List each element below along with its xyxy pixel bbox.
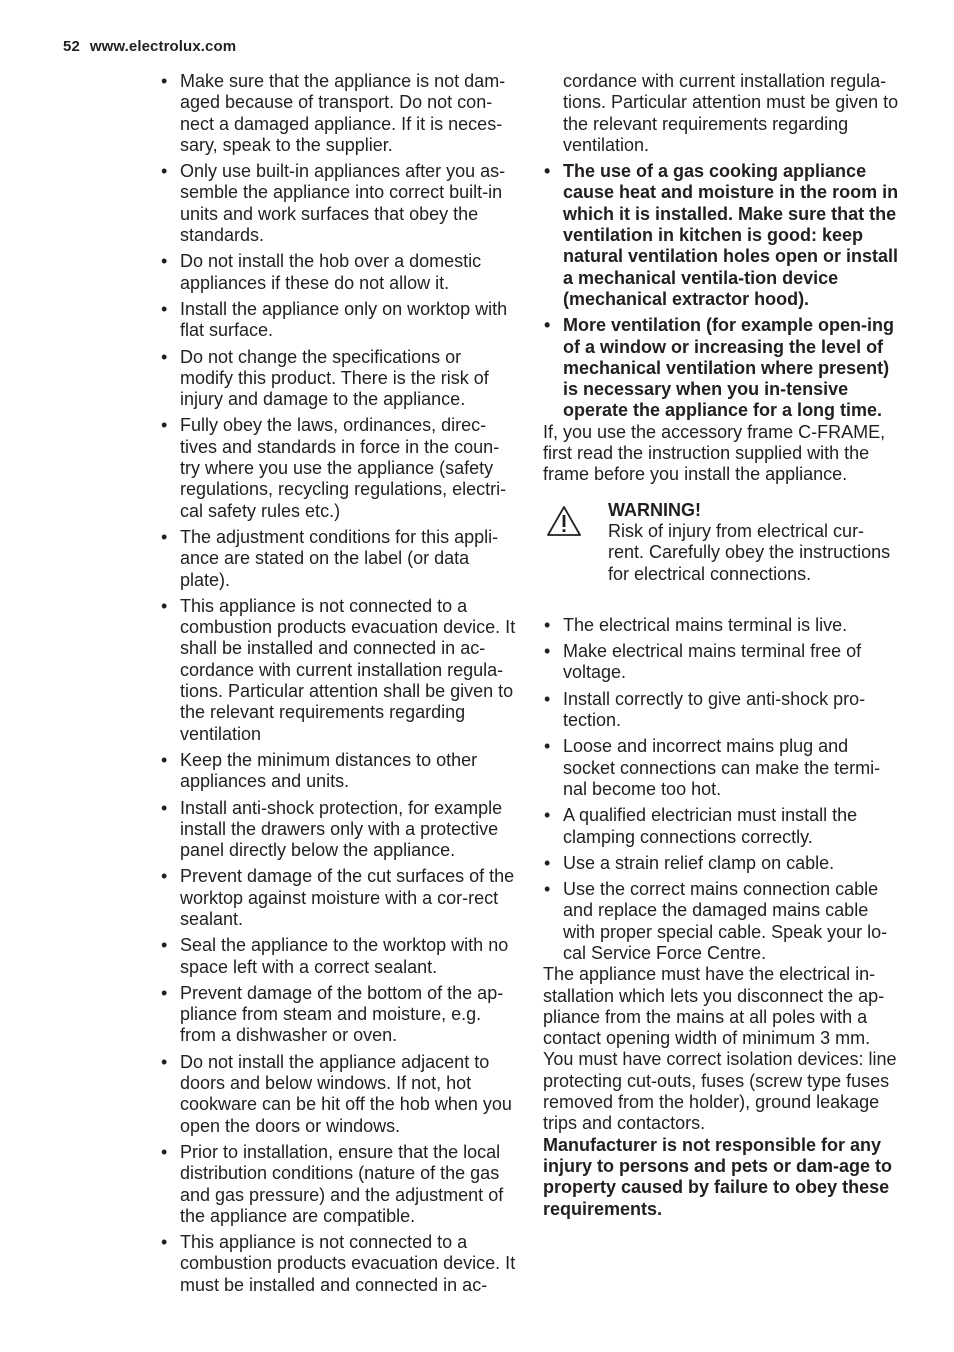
list-item: • Do not install the hob over a domestic appliances if these do not allow it.: [160, 251, 516, 294]
list-item: • Prevent damage of the cut surfaces of the worktop against moisture with a cor-rect sealant.: [160, 866, 516, 930]
list-item: • Prior to installation, ensure that the local distribution conditions (nature of the gas and gas pressure) and the adjustment of the appliance are compatible.: [160, 1142, 516, 1227]
list-item: • Only use built-in appliances after you as-semble the appliance into correct built-in units and work surfaces that obey the standards.: [160, 161, 516, 246]
list-item: • Use the correct mains connection cable and replace the damaged mains cable with proper special cable. Speak your lo-cal Service Force Centre.: [543, 879, 899, 964]
page-number: 52: [63, 38, 80, 55]
page-header: [63, 38, 236, 55]
frame-note: If, you use the accessory frame C-FRAME, first read the instruction supplied with the frame before you install the appliance.: [543, 421, 886, 485]
list-item: • A qualified electrician must install the clamping connections correctly.: [543, 805, 899, 848]
website-url: www.electrolux.com: [89, 38, 237, 55]
list-item: • The adjustment conditions for this appli-ance are stated on the label (or data plate).: [160, 527, 516, 591]
list-item: • Make electrical mains terminal free of voltage.: [543, 641, 899, 684]
list-item: • Keep the minimum distances to other appliances and units.: [160, 750, 516, 793]
list-item: • This appliance is not connected to a combustion products evacuation device. It must be installed and connected in ac-: [160, 1232, 516, 1296]
right-column: [543, 71, 899, 1220]
list-item: • Prevent damage of the bottom of the ap-pliance from steam and moisture, e.g. from a dishwasher or oven.: [160, 983, 516, 1047]
list-item: • This appliance is not connected to a combustion products evacuation device. It shall be installed and connected in ac-cordance with current installation regula-tions. Particular attention shall be given to the relevant requirements regarding ventilation: [160, 596, 516, 745]
list-item: • Loose and incorrect mains plug and socket connections can make the termi-nal become too hot.: [543, 736, 899, 800]
list-item: • Install the appliance only on worktop with flat surface.: [160, 299, 516, 342]
ventilation-bullet-list: [543, 161, 899, 422]
list-item: • Make sure that the appliance is not dam-aged because of transport. Do not con-nect a damaged appliance. If it is neces-sary, speak to the supplier.: [160, 71, 516, 156]
list-item: • Fully obey the laws, ordinances, direc-tives and standards in force in the coun-try where you use the appliance (safety regulations, recycling regulations, electri-cal safety rules etc.): [160, 415, 516, 521]
warning-box: [543, 500, 899, 585]
isolation-note: The appliance must have the electrical in-stallation which lets you disconnect the ap-pliance from the mains at all poles with a contact opening width of minimum 3 mm. You must have correct isolation devices: line protecting cut-outs, fuses (screw type fuses removed from the holder), ground leakage trips and contactors.: [543, 964, 897, 1134]
installation-bullet-list: [160, 71, 516, 1296]
warning-text: Risk of injury from electrical cur-rent. Carefully obey the instructions for electrical connections.: [608, 520, 891, 584]
electrical-bullet-list: [543, 615, 899, 964]
list-item: • Seal the appliance to the worktop with no space left with a correct sealant.: [160, 935, 516, 978]
continued-text: cordance with current installation regula-tions. Particular attention must be given to the relevant requirements regarding ventilation.: [563, 71, 899, 155]
list-item: • More ventilation (for example open-ing of a window or increasing the level of mechanical ventilation where present) is necessary when you in-tensive operate the appliance for a long time.: [543, 315, 899, 421]
list-item: • Do not change the specifications or modify this product. There is the risk of injury and damage to the appliance.: [160, 347, 516, 411]
list-item: • Install anti-shock protection, for example install the drawers only with a protective panel directly below the appliance.: [160, 798, 516, 862]
warning-title: WARNING!: [608, 499, 701, 520]
list-item: • Install correctly to give anti-shock pro-tection.: [543, 689, 899, 732]
list-item: • The use of a gas cooking appliance cause heat and moisture in the room in which it is installed. Make sure that the ventilation in kitchen is good: keep natural ventilation holes open or install a mechanical ventila-tion device (mechanical extractor hood).: [543, 161, 899, 310]
list-item: • The electrical mains terminal is live.: [543, 615, 899, 636]
warning-triangle-icon: [546, 505, 582, 537]
list-item: • Use a strain relief clamp on cable.: [543, 853, 899, 874]
disclaimer: Manufacturer is not responsible for any injury to persons and pets or dam-age to property caused by failure to obey these requirements.: [543, 1134, 893, 1219]
list-item: • Do not install the appliance adjacent to doors and below windows. If not, hot cookware can be hit off the hob when you open the doors or windows.: [160, 1052, 516, 1137]
left-column: [160, 71, 516, 1301]
